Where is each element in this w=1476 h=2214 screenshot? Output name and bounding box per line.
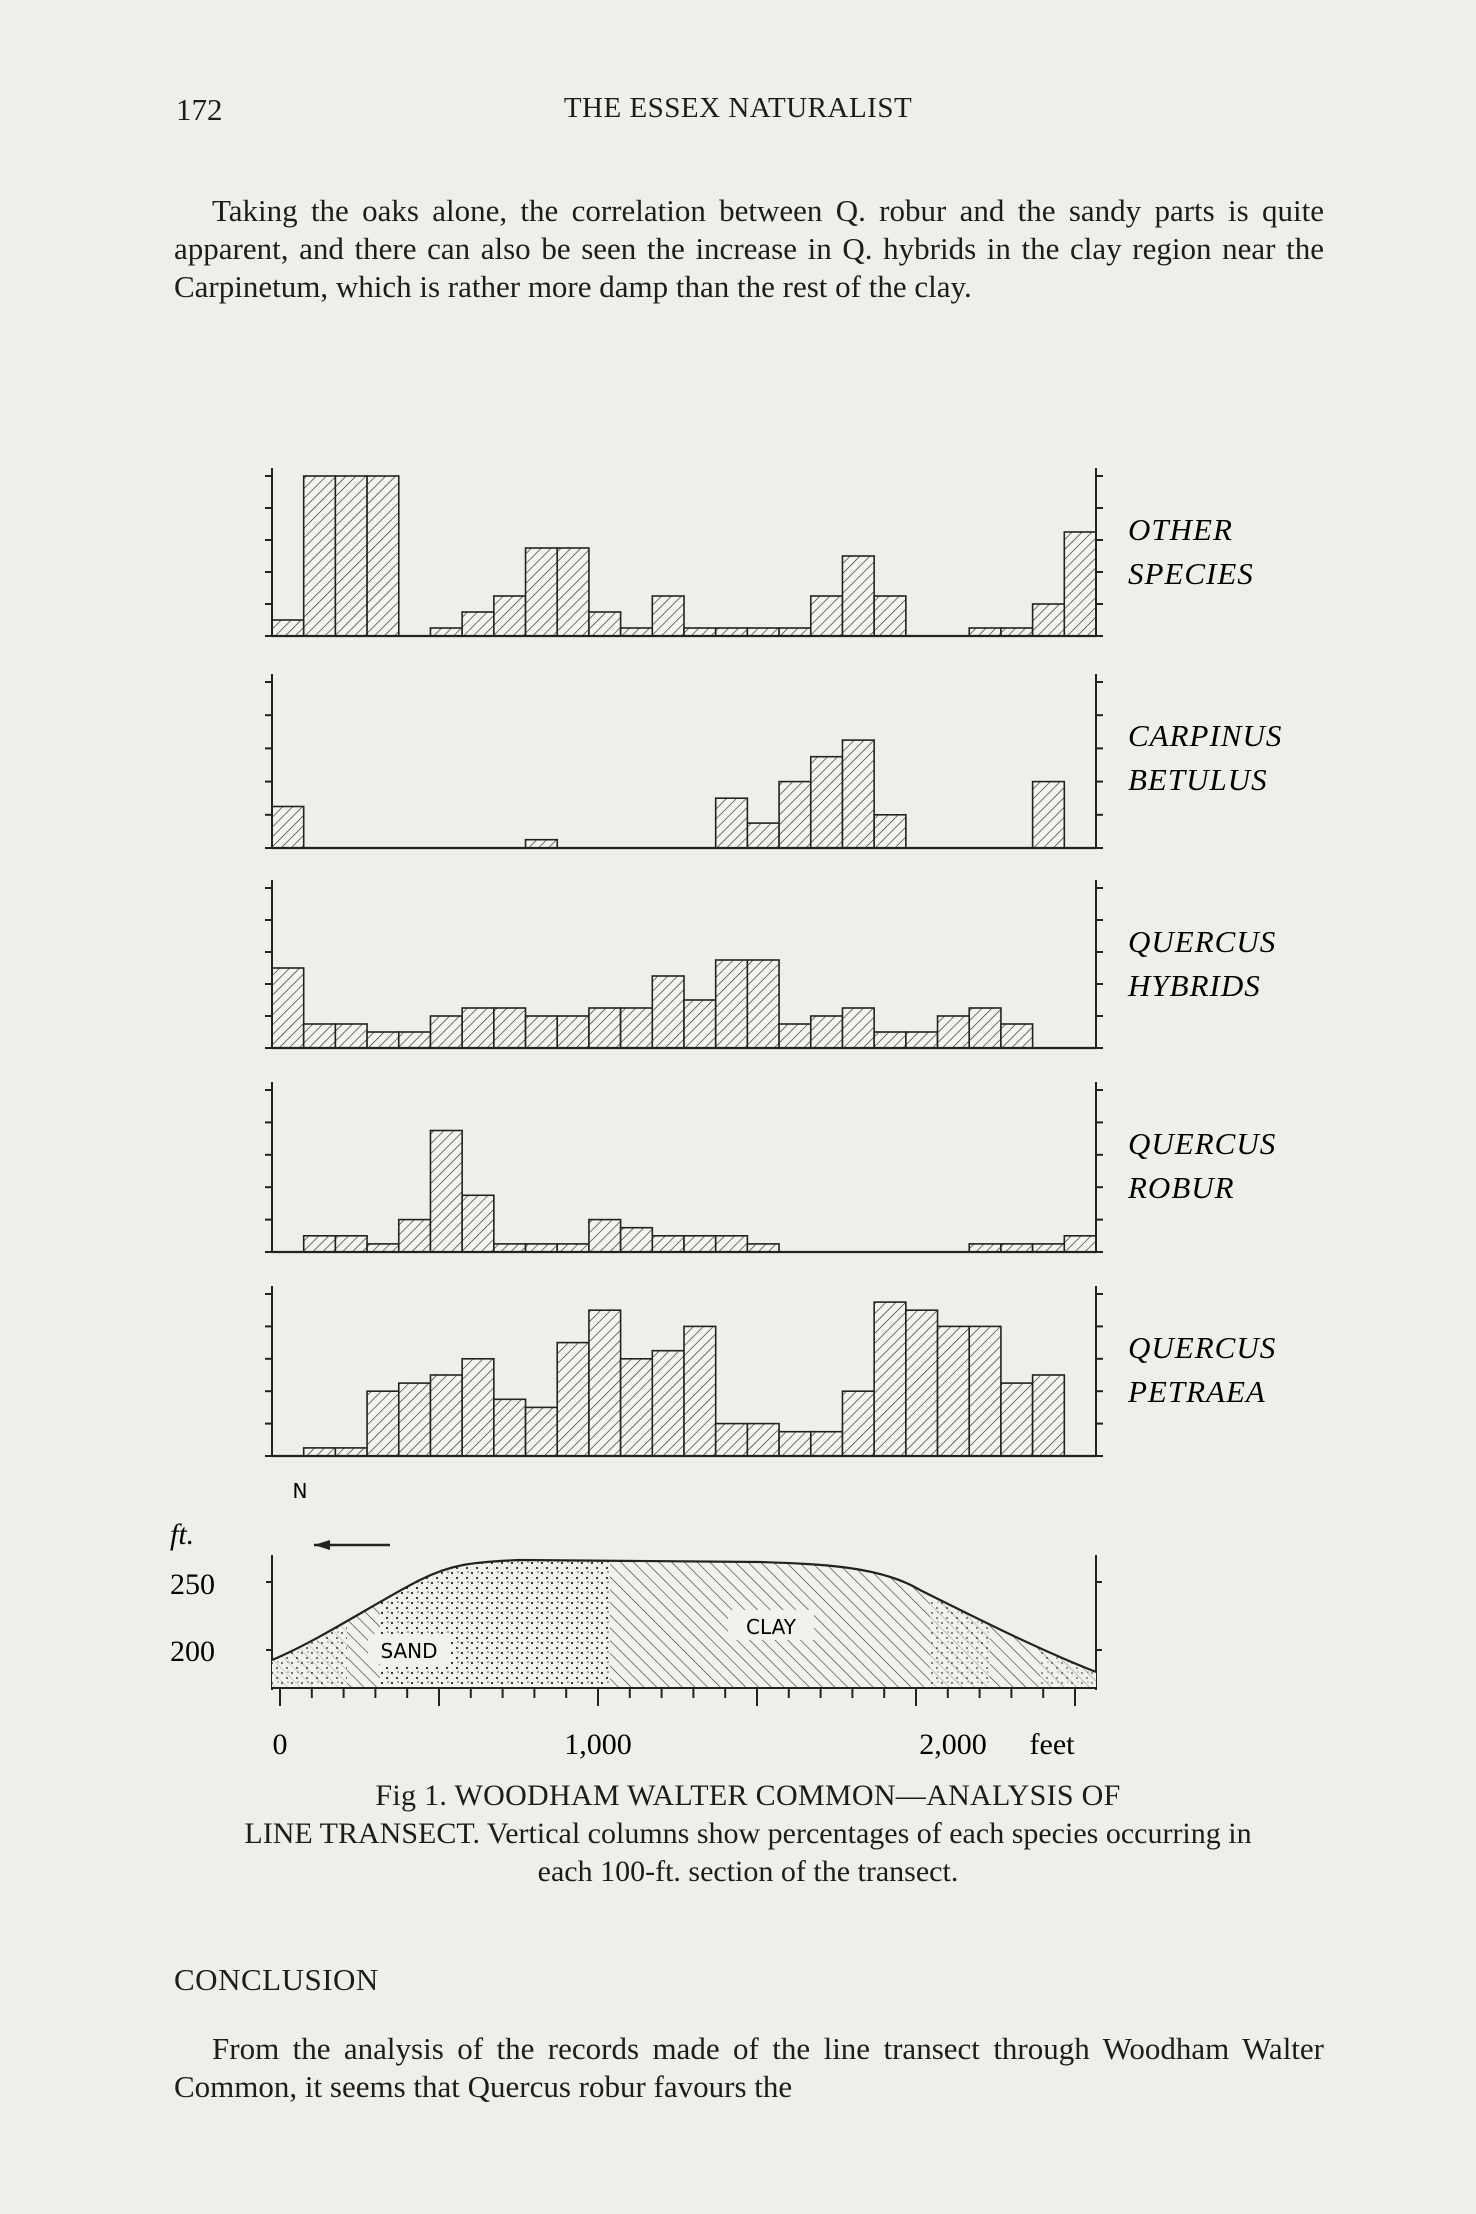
bar (716, 628, 748, 636)
bar (589, 1008, 621, 1048)
bar (969, 1244, 1001, 1252)
bar (494, 1008, 526, 1048)
bar (969, 1008, 1001, 1048)
bar (842, 740, 874, 848)
species-label: QUERCUS (1128, 1126, 1277, 1161)
running-title: THE ESSEX NATURALIST (563, 92, 913, 124)
figure-caption (220, 1777, 1276, 1891)
bar (430, 1375, 462, 1456)
bar (526, 1016, 558, 1048)
bar (462, 1008, 494, 1048)
species-label: PETRAEA (1128, 1374, 1266, 1409)
x-tick-0: 0 (272, 1728, 288, 1761)
bar (399, 1383, 431, 1456)
bar (1033, 604, 1065, 636)
bar (652, 1351, 684, 1456)
bar (874, 815, 906, 848)
bar (367, 1244, 399, 1252)
bar (621, 1359, 653, 1456)
bar (335, 1448, 367, 1456)
bar (304, 476, 336, 636)
species-label: QUERCUS (1128, 924, 1277, 959)
bar (652, 596, 684, 636)
bar (779, 1024, 811, 1048)
paragraph-top-text: Taking the oaks alone, the correlation between Q. robur and the sandy parts is quite apparent, and there can also be seen the increase in Q. hybrids in the clay region near the Carpinetum, which is rather more damp than the rest of the clay. (174, 193, 1324, 304)
bar (589, 1310, 621, 1456)
bar (589, 612, 621, 636)
sand-label: SAND (380, 1639, 438, 1663)
panel-carpinus-betulus (265, 674, 1282, 848)
panel-quercus-hybrids (265, 880, 1276, 1048)
x-unit: feet (1029, 1728, 1075, 1761)
x-tick-1000: 1,000 (564, 1728, 632, 1761)
species-label: SPECIES (1128, 556, 1254, 591)
species-panels (265, 468, 1282, 1456)
clay-label: CLAY (746, 1615, 796, 1639)
profile-y-unit: ft. (170, 1518, 195, 1551)
bar (874, 596, 906, 636)
bar (716, 1424, 748, 1456)
bar (969, 628, 1001, 636)
bar (494, 596, 526, 636)
bar (367, 1391, 399, 1456)
panel-other-species (265, 468, 1254, 636)
bar (494, 1399, 526, 1456)
bar (526, 840, 558, 848)
bar (747, 628, 779, 636)
bar (747, 960, 779, 1048)
bar (589, 1220, 621, 1252)
bar (684, 628, 716, 636)
bar (557, 548, 589, 636)
caption-title: Fig 1. WOODHAM WALTER COMMON—ANALYSIS OF (375, 1779, 1121, 1812)
bar (874, 1032, 906, 1048)
bar (304, 1024, 336, 1048)
bar (969, 1326, 1001, 1456)
panel-quercus-robur (265, 1082, 1276, 1252)
bar (779, 1432, 811, 1456)
bar (716, 1236, 748, 1252)
paragraph-bottom (174, 2030, 1324, 2106)
bar (716, 798, 748, 848)
bar (430, 1131, 462, 1253)
profile-y-tick-200: 200 (170, 1635, 215, 1668)
bar (779, 782, 811, 848)
north-arrowhead-icon (314, 1540, 330, 1550)
bar (906, 1310, 938, 1456)
bar (779, 628, 811, 636)
bar (747, 1424, 779, 1456)
bar (557, 1244, 589, 1252)
bar (430, 628, 462, 636)
bar (462, 612, 494, 636)
hill-cross-section (272, 1550, 1096, 1690)
page-number: 172 (176, 92, 223, 127)
species-label: QUERCUS (1128, 1330, 1277, 1365)
bar (842, 556, 874, 636)
bar (652, 976, 684, 1048)
bar (335, 1024, 367, 1048)
bar (272, 968, 304, 1048)
bar (526, 548, 558, 636)
bar (462, 1359, 494, 1456)
bar (747, 1244, 779, 1252)
bar (811, 1432, 843, 1456)
bar (1001, 1024, 1033, 1048)
bar (399, 1220, 431, 1252)
bar (811, 757, 843, 848)
panel-quercus-petraea (265, 1286, 1276, 1456)
bar (1033, 1244, 1065, 1252)
bar (621, 1228, 653, 1252)
bar (462, 1195, 494, 1252)
bar (621, 1008, 653, 1048)
bar (1064, 532, 1096, 636)
bar (1033, 782, 1065, 848)
bar (494, 1244, 526, 1252)
bar (938, 1326, 970, 1456)
bar (684, 1326, 716, 1456)
bar (367, 476, 399, 636)
bar (557, 1016, 589, 1048)
bar (684, 1236, 716, 1252)
paragraph-bottom-text: From the analysis of the records made of the line transect through Woodham Walter Common, it seems that Quercus robur favours the (174, 2031, 1324, 2104)
bar (811, 1016, 843, 1048)
bar (430, 1016, 462, 1048)
bar (1001, 1383, 1033, 1456)
bar (526, 1244, 558, 1252)
bar (938, 1016, 970, 1048)
species-label: HYBRIDS (1128, 968, 1261, 1003)
bar (811, 596, 843, 636)
section-heading: CONCLUSION (174, 1962, 379, 1997)
bar (272, 807, 304, 849)
elevation-profile (170, 1479, 1102, 1761)
bar (335, 1236, 367, 1252)
bar (1001, 628, 1033, 636)
bar (272, 620, 304, 636)
bar (526, 1407, 558, 1456)
bar (335, 476, 367, 636)
bar (1001, 1244, 1033, 1252)
species-label: BETULUS (1128, 762, 1268, 797)
species-label: CARPINUS (1128, 718, 1283, 753)
bar (652, 1236, 684, 1252)
profile-x-ticks (280, 1688, 1075, 1706)
bar (842, 1391, 874, 1456)
x-tick-2000: 2,000 (919, 1728, 987, 1761)
bar (716, 960, 748, 1048)
bar (684, 1000, 716, 1048)
bar (1033, 1375, 1065, 1456)
bar (621, 628, 653, 636)
profile-y-tick-250: 250 (170, 1568, 215, 1601)
bar (367, 1032, 399, 1048)
bar (874, 1302, 906, 1456)
north-label: N (292, 1479, 308, 1503)
caption-body: LINE TRANSECT. Vertical columns show percentages of each species occurring in each 100-ft. section of the transect. (244, 1817, 1252, 1888)
bar (557, 1343, 589, 1456)
bar (1064, 1236, 1096, 1252)
bar (842, 1008, 874, 1048)
bar (304, 1448, 336, 1456)
bar (399, 1032, 431, 1048)
species-label: ROBUR (1128, 1170, 1235, 1205)
bar (747, 823, 779, 848)
bar (304, 1236, 336, 1252)
bar (906, 1032, 938, 1048)
species-label: OTHER (1128, 512, 1233, 547)
